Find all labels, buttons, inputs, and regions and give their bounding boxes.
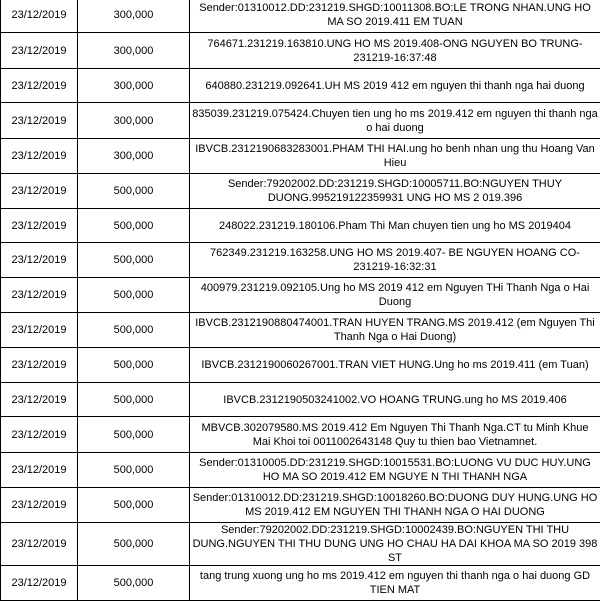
date-cell: 23/12/2019 <box>1 453 78 488</box>
table-row <box>1 566 600 601</box>
table-row <box>1 313 600 348</box>
amount-cell: 500,000 <box>78 209 190 243</box>
description-cell: 835039.231219.075424.Chuyen tien ung ho ms 2019.412 em nguyen thi thanh nga o hai duong <box>190 103 600 139</box>
description-cell: 762349.231219.163258.UNG HO MS 2019.407- BE NGUYEN HOANG CO-231219-16:32:31 <box>190 243 600 278</box>
table-row <box>1 523 600 566</box>
description-cell: Sender:01310012.DD:231219.SHGD:10011308.BO:LE TRONG NHAN.UNG HO MA SO 2019.411 EM TUAN <box>190 0 600 33</box>
table-row <box>1 33 600 69</box>
date-cell: 23/12/2019 <box>1 69 78 103</box>
date-cell: 23/12/2019 <box>1 417 78 453</box>
amount-cell: 500,000 <box>78 453 190 488</box>
date-cell: 23/12/2019 <box>1 0 78 33</box>
date-cell: 23/12/2019 <box>1 523 78 566</box>
table-row <box>1 209 600 243</box>
amount-cell: 500,000 <box>78 174 190 209</box>
amount-cell: 500,000 <box>78 383 190 417</box>
date-cell: 23/12/2019 <box>1 243 78 278</box>
amount-cell: 500,000 <box>78 523 190 566</box>
description-cell: Sender:01310005.DD:231219.SHGD:10015531.BO:LUONG VU DUC HUY.UNG HO MA SO 2019.412 EM NGUYE N THI THANH NGA <box>190 453 600 488</box>
date-cell: 23/12/2019 <box>1 209 78 243</box>
date-cell: 23/12/2019 <box>1 488 78 523</box>
table-row <box>1 69 600 103</box>
amount-cell: 500,000 <box>78 313 190 348</box>
amount-cell: 500,000 <box>78 566 190 601</box>
date-cell: 23/12/2019 <box>1 174 78 209</box>
amount-cell: 300,000 <box>78 69 190 103</box>
table-row <box>1 348 600 383</box>
description-cell: tang trung xuong ung ho ms 2019.412 em nguyen thi thanh nga o hai duong GD TIEN MAT <box>190 566 600 601</box>
description-cell: 640880.231219.092641.UH MS 2019 412 em nguyen thi thanh nga hai duong <box>190 69 600 103</box>
description-cell: 764671.231219.163810.UNG HO MS 2019.408-ONG NGUYEN BO TRUNG-231219-16:37:48 <box>190 33 600 69</box>
table-row <box>1 417 600 453</box>
description-cell: Sender:01310012.DD:231219.SHGD:10018260.BO:DUONG DUY HUNG.UNG HO MS 2019.412 EM NGUYEN THI THANH NGA O HAI DUONG <box>190 488 600 523</box>
table-row <box>1 278 600 313</box>
amount-cell: 500,000 <box>78 417 190 453</box>
description-cell: 248022.231219.180106.Pham Thi Man chuyen tien ung ho MS 2019404 <box>190 209 600 243</box>
amount-cell: 500,000 <box>78 488 190 523</box>
description-cell: Sender:79202002.DD:231219.SHGD:10002439.BO:NGUYEN THI THU DUNG.NGUYEN THI THU DUNG UNG HO CHAU HA DAI KHOA MA SO 2019 398 ST <box>190 523 600 566</box>
date-cell: 23/12/2019 <box>1 383 78 417</box>
amount-cell: 300,000 <box>78 103 190 139</box>
table-row <box>1 243 600 278</box>
description-cell: IBVCB.2312190503241002.VO HOANG TRUNG.ung ho MS 2019.406 <box>190 383 600 417</box>
table-row <box>1 139 600 174</box>
amount-cell: 500,000 <box>78 243 190 278</box>
date-cell: 23/12/2019 <box>1 313 78 348</box>
table-row <box>1 174 600 209</box>
date-cell: 23/12/2019 <box>1 103 78 139</box>
description-cell: MBVCB.302079580.MS 2019.412 Em Nguyen Thi Thanh Nga.CT tu Minh Khue Mai Khoi toi 0011002643148 Quy tu thien bao Vietnamnet. <box>190 417 600 453</box>
description-cell: 400979.231219.092105.Ung ho MS 2019 412 em Nguyen THi Thanh Nga o Hai Duong <box>190 278 600 313</box>
description-cell: IBVCB.2312190683283001.PHAM THI HAI.ung ho benh nhan ung thu Hoang Van Hieu <box>190 139 600 174</box>
amount-cell: 500,000 <box>78 348 190 383</box>
amount-cell: 500,000 <box>78 278 190 313</box>
table-row <box>1 103 600 139</box>
amount-cell: 300,000 <box>78 0 190 33</box>
transactions-body <box>1 0 600 601</box>
date-cell: 23/12/2019 <box>1 278 78 313</box>
date-cell: 23/12/2019 <box>1 139 78 174</box>
table-row <box>1 488 600 523</box>
table-row <box>1 383 600 417</box>
amount-cell: 300,000 <box>78 33 190 69</box>
date-cell: 23/12/2019 <box>1 348 78 383</box>
table-row <box>1 453 600 488</box>
date-cell: 23/12/2019 <box>1 33 78 69</box>
table-row <box>1 0 600 33</box>
date-cell: 23/12/2019 <box>1 566 78 601</box>
description-cell: IBVCB.2312190880474001.TRAN HUYEN TRANG.MS 2019.412 (em Nguyen Thi Thanh Nga o Hai Duong) <box>190 313 600 348</box>
amount-cell: 300,000 <box>78 139 190 174</box>
description-cell: IBVCB.2312190060267001.TRAN VIET HUNG.Ung ho ms 2019.411 (em Tuan) <box>190 348 600 383</box>
description-cell: Sender:79202002.DD:231219.SHGD:10005711.BO:NGUYEN THUY DUONG.995219122359931 UNG HO MS 2 019.396 <box>190 174 600 209</box>
